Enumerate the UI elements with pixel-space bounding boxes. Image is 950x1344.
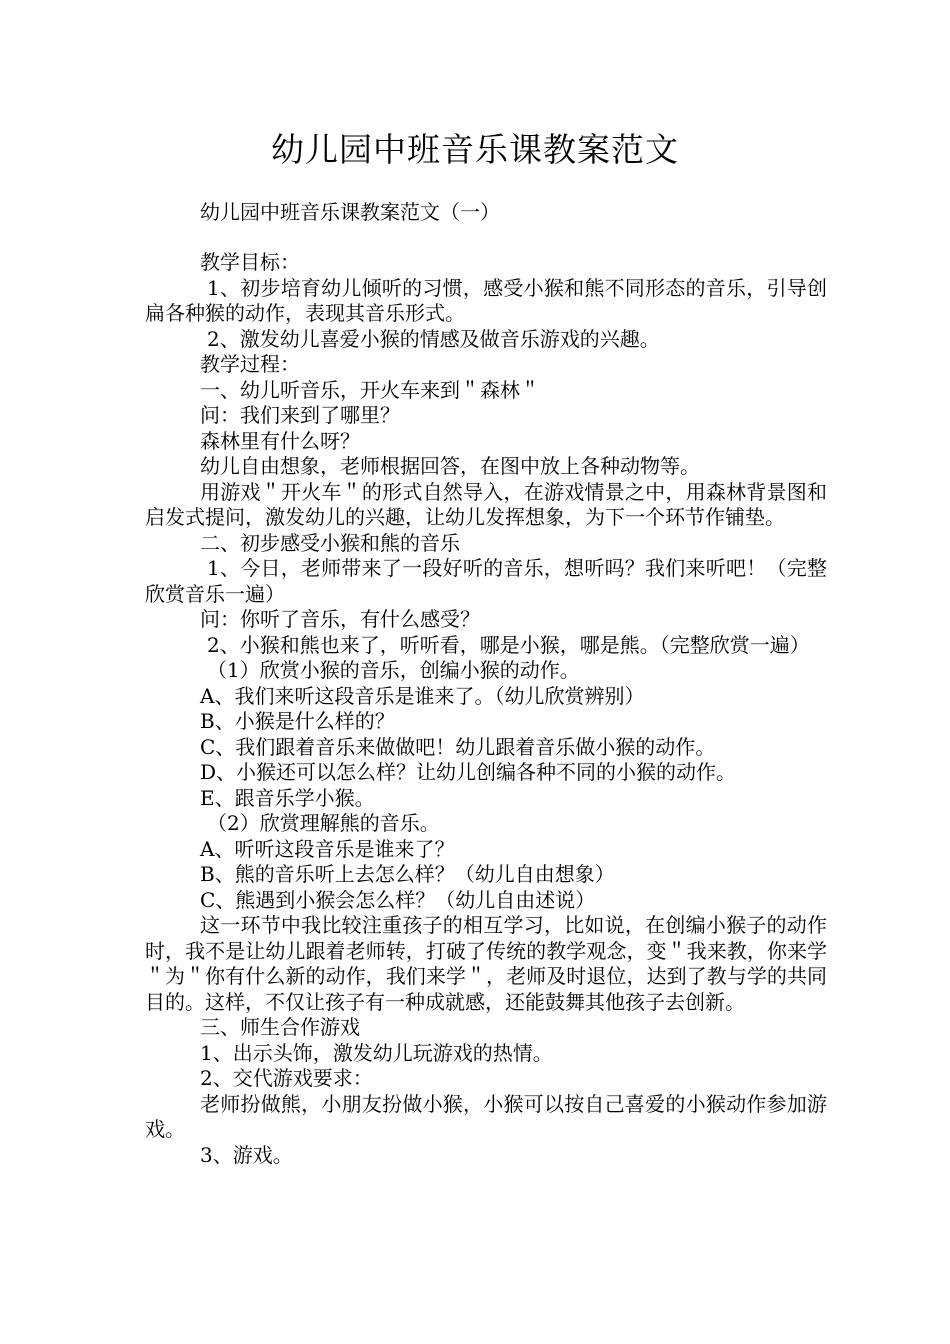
paragraph: D、小猴还可以怎么样？让幼儿创编各种不同的小猴的动作。 [200, 760, 737, 784]
paragraph-teaching-goals-heading: 教学目标： [200, 250, 300, 274]
paragraph: 2、交代游戏要求： [200, 1066, 373, 1090]
paragraph: 3、游戏。 [200, 1142, 293, 1167]
paragraph: 问：我们来到了哪里？ [200, 403, 400, 427]
paragraph: 1、今日，老师带来了一段好听的音乐，想听吗？我们来听吧！（完整欣赏音乐一遍） [145, 556, 827, 606]
paragraph: 森林里有什么呀？ [200, 428, 360, 453]
paragraph: （2）欣赏理解熊的音乐。 [207, 811, 440, 835]
paragraph: C、熊遇到小猴会怎么样？（幼儿自由述说） [200, 887, 596, 912]
paragraph: 这一环节中我比较注重孩子的相互学习，比如说，在创编小猴子的动作时，我不是让幼儿跟着老师转，打破了传统的教学观念，变＂我来教，你来学＂为＂你有什么新的动作，我们来学＂，老师及时退位，达到了教与学的共同目的。这样，不仅让孩子有一种成就感，还能鼓舞其他孩子去创新。 [145, 913, 827, 1014]
paragraph: 用游戏＂开火车＂的形式自然导入，在游戏情景之中，用森林背景图和启发式提问，激发幼儿的兴趣，让幼儿发挥想象，为下一个环节作铺垫。 [145, 479, 827, 529]
paragraph: （1）欣赏小猴的音乐，创编小猴的动作。 [207, 658, 580, 682]
paragraph: 老师扮做熊，小朋友扮做小猴，小猴可以按自己喜爱的小猴动作参加游戏。 [145, 1091, 827, 1141]
paragraph: E、跟音乐学小猴。 [200, 785, 375, 810]
paragraph: 1、初步培育幼儿倾听的习惯，感受小猴和熊不同形态的音乐，引导创扁各种猴的动作，表现其音乐形式。 [145, 275, 827, 325]
paragraph-section-heading: 二、初步感受小猴和熊的音乐 [200, 530, 460, 555]
document-title: 幼儿园中班音乐课教案范文 [271, 130, 679, 169]
paragraph: 2、小猴和熊也来了，听听看，哪是小猴，哪是熊。（完整欣赏一遍） [207, 632, 810, 657]
paragraph-section-heading: 三、师生合作游戏 [200, 1015, 360, 1039]
paragraph: 2、激发幼儿喜爱小猴的情感及做音乐游戏的兴趣。 [207, 326, 660, 351]
paragraph: 幼儿自由想象，老师根据回答，在图中放上各种动物等。 [200, 454, 700, 478]
paragraph: 问：你听了音乐，有什么感受？ [200, 607, 480, 631]
paragraph: 1、出示头饰，激发幼儿玩游戏的热情。 [200, 1040, 553, 1065]
document-subtitle: 幼儿园中班音乐课教案范文（一） [200, 200, 500, 224]
paragraph-teaching-process-heading: 教学过程： [200, 352, 300, 376]
paragraph: A、我们来听这段音乐是谁来了。（幼儿欣赏辨别） [200, 683, 645, 708]
paragraph-section-heading: 一、幼儿听音乐，开火车来到＂森林＂ [200, 377, 540, 402]
paragraph: B、熊的音乐听上去怎么样？（幼儿自由想象） [200, 862, 615, 886]
paragraph: A、听听这段音乐是谁来了？ [200, 836, 455, 861]
paragraph: C、我们跟着音乐来做做吧！幼儿跟着音乐做小猴的动作。 [200, 734, 716, 759]
paragraph: B、小猴是什么样的？ [200, 709, 395, 733]
document-body [145, 250, 827, 1168]
